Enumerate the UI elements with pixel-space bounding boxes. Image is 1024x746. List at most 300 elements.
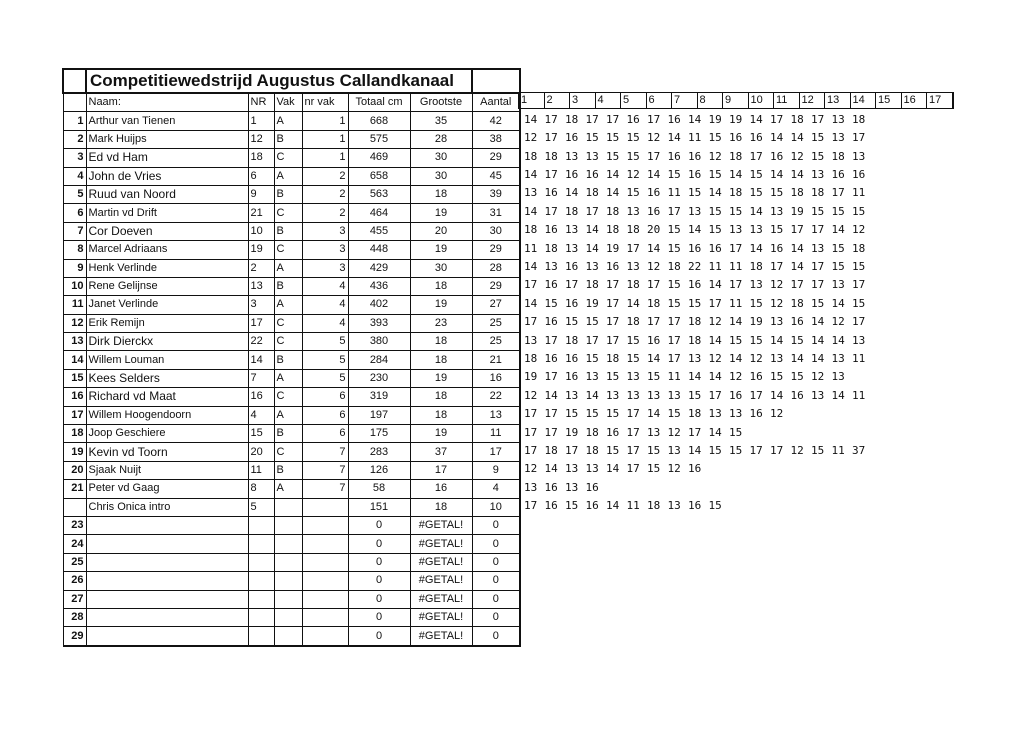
row-name: Kevin vd Toorn <box>86 443 248 461</box>
catch-value: 11 <box>688 131 702 144</box>
catch-value: 12 <box>749 352 763 365</box>
row-name: Dirk Dierckx <box>86 333 248 351</box>
catch-value: 17 <box>852 278 866 291</box>
catch-value: 17 <box>524 426 538 439</box>
catch-value: 16 <box>647 334 661 347</box>
catch-row <box>524 205 873 218</box>
row-aantal: 25 <box>472 333 520 351</box>
catch-value: 15 <box>606 370 620 383</box>
catch-value: 14 <box>831 223 845 236</box>
row-vak: A <box>274 406 302 424</box>
catch-value: 17 <box>647 113 661 126</box>
row-vak: B <box>274 461 302 479</box>
catch-value: 13 <box>524 186 538 199</box>
catch-value: 14 <box>688 223 702 236</box>
table-row <box>63 425 520 443</box>
row-aantal: 39 <box>472 185 520 203</box>
row-name <box>86 572 248 590</box>
row-totaal: 455 <box>348 222 410 240</box>
catch-row <box>524 370 852 383</box>
catch-row <box>524 462 709 475</box>
catch-value: 14 <box>708 426 722 439</box>
catch-value: 15 <box>790 370 804 383</box>
catch-column-header: 7 <box>672 93 698 109</box>
catch-value: 17 <box>585 205 599 218</box>
table-row <box>63 627 520 646</box>
row-grootste: 18 <box>410 351 472 369</box>
catch-value: 17 <box>852 131 866 144</box>
table-row <box>63 259 520 277</box>
catch-value: 15 <box>729 334 743 347</box>
catch-value: 18 <box>852 242 866 255</box>
row-aantal: 11 <box>472 425 520 443</box>
catch-value: 14 <box>749 113 763 126</box>
row-totaal: 0 <box>348 608 410 626</box>
catch-value: 14 <box>606 499 620 512</box>
row-totaal: 284 <box>348 351 410 369</box>
catch-value: 17 <box>729 242 743 255</box>
row-aantal: 0 <box>472 627 520 646</box>
row-nr: 13 <box>248 277 274 295</box>
row-position: 11 <box>63 296 86 314</box>
catch-value: 16 <box>606 426 620 439</box>
row-name: Joop Geschiere <box>86 425 248 443</box>
catch-value: 18 <box>565 334 579 347</box>
row-totaal: 0 <box>348 627 410 646</box>
header-row <box>63 93 520 112</box>
row-totaal: 175 <box>348 425 410 443</box>
row-position: 25 <box>63 553 86 571</box>
results-sheet <box>62 68 521 647</box>
catch-value: 14 <box>790 352 804 365</box>
catch-value: 15 <box>667 242 681 255</box>
catch-value: 14 <box>544 389 558 402</box>
catch-value: 17 <box>565 444 579 457</box>
row-vak: A <box>274 112 302 130</box>
catch-value: 15 <box>749 186 763 199</box>
row-grootste: 18 <box>410 333 472 351</box>
row-nr: 10 <box>248 222 274 240</box>
catch-value: 17 <box>524 278 538 291</box>
row-nr-vak: 4 <box>302 296 348 314</box>
row-nr-vak: 6 <box>302 406 348 424</box>
catch-value: 17 <box>544 370 558 383</box>
row-nr-vak: 6 <box>302 425 348 443</box>
row-position: 3 <box>63 149 86 167</box>
row-aantal: 16 <box>472 369 520 387</box>
row-nr: 9 <box>248 185 274 203</box>
catch-value: 14 <box>647 242 661 255</box>
catch-value: 18 <box>565 113 579 126</box>
catch-value: 18 <box>811 186 825 199</box>
row-position: 21 <box>63 480 86 498</box>
row-aantal: 17 <box>472 443 520 461</box>
row-nr-vak <box>302 572 348 590</box>
catch-value: 18 <box>831 150 845 163</box>
catch-value: 12 <box>647 260 661 273</box>
catch-value: 14 <box>606 462 620 475</box>
catch-value: 14 <box>811 352 825 365</box>
table-row <box>63 608 520 626</box>
catch-value: 15 <box>811 444 825 457</box>
catch-value: 11 <box>524 242 538 255</box>
catch-row <box>524 242 873 255</box>
row-nr: 20 <box>248 443 274 461</box>
catch-value: 22 <box>688 260 702 273</box>
row-nr: 19 <box>248 241 274 259</box>
row-totaal: 380 <box>348 333 410 351</box>
catch-value: 15 <box>626 352 640 365</box>
row-nr <box>248 572 274 590</box>
catch-value: 18 <box>688 407 702 420</box>
row-aantal: 38 <box>472 130 520 148</box>
row-name: Ed vd Ham <box>86 149 248 167</box>
catch-value: 18 <box>606 352 620 365</box>
header-corner-cell <box>63 93 86 112</box>
row-name: Mark Huijps <box>86 130 248 148</box>
catch-value: 11 <box>831 444 845 457</box>
row-nr-vak: 2 <box>302 185 348 203</box>
table-row <box>63 277 520 295</box>
catch-value: 13 <box>544 260 558 273</box>
catch-row <box>524 297 873 310</box>
row-nr: 6 <box>248 167 274 185</box>
row-nr-vak: 4 <box>302 277 348 295</box>
catch-value: 16 <box>544 186 558 199</box>
catch-value: 14 <box>667 131 681 144</box>
row-position: 9 <box>63 259 86 277</box>
catch-value: 14 <box>524 260 538 273</box>
catch-value: 16 <box>585 168 599 181</box>
row-position: 27 <box>63 590 86 608</box>
catch-value: 14 <box>647 352 661 365</box>
row-grootste: 19 <box>410 425 472 443</box>
catch-value: 17 <box>524 315 538 328</box>
catch-value: 16 <box>688 242 702 255</box>
row-nr: 1 <box>248 112 274 130</box>
catch-value: 19 <box>749 315 763 328</box>
row-totaal: 151 <box>348 498 410 516</box>
catch-column-header: 3 <box>570 93 596 109</box>
row-vak: B <box>274 425 302 443</box>
table-row <box>63 553 520 571</box>
catch-value: 12 <box>524 389 538 402</box>
catch-value: 11 <box>852 352 866 365</box>
row-position: 28 <box>63 608 86 626</box>
catch-value: 14 <box>585 242 599 255</box>
catch-value: 19 <box>585 297 599 310</box>
catch-row <box>524 334 873 347</box>
catch-value: 15 <box>811 150 825 163</box>
row-grootste: 19 <box>410 369 472 387</box>
catch-value: 18 <box>688 334 702 347</box>
row-vak: A <box>274 369 302 387</box>
catch-value: 17 <box>770 444 784 457</box>
row-nr: 8 <box>248 480 274 498</box>
catch-column-header: 14 <box>850 93 876 109</box>
row-vak <box>274 516 302 534</box>
catch-value: 19 <box>729 113 743 126</box>
row-grootste: 30 <box>410 259 472 277</box>
row-grootste: 23 <box>410 314 472 332</box>
row-aantal: 21 <box>472 351 520 369</box>
catch-value: 17 <box>667 205 681 218</box>
row-nr <box>248 516 274 534</box>
row-nr <box>248 627 274 646</box>
results-body <box>63 69 520 646</box>
catch-value: 15 <box>544 297 558 310</box>
catch-value: 19 <box>606 242 620 255</box>
catch-value: 14 <box>811 315 825 328</box>
row-aantal: 0 <box>472 572 520 590</box>
catch-value: 15 <box>749 168 763 181</box>
row-position: 2 <box>63 130 86 148</box>
catch-value: 17 <box>606 334 620 347</box>
catch-row <box>524 444 873 457</box>
catch-value: 14 <box>729 168 743 181</box>
catch-value: 13 <box>852 150 866 163</box>
catch-column-header: 1 <box>519 93 545 109</box>
row-nr-vak <box>302 535 348 553</box>
catch-value: 13 <box>524 481 538 494</box>
row-aantal: 42 <box>472 112 520 130</box>
row-name: Sjaak Nuijt <box>86 461 248 479</box>
catch-value: 17 <box>585 334 599 347</box>
catch-value: 17 <box>667 334 681 347</box>
catch-value: 16 <box>585 481 599 494</box>
row-position: 6 <box>63 204 86 222</box>
catch-value: 17 <box>852 315 866 328</box>
row-totaal: 319 <box>348 388 410 406</box>
catch-value: 16 <box>565 131 579 144</box>
row-nr: 17 <box>248 314 274 332</box>
catch-value: 16 <box>544 278 558 291</box>
catch-value: 16 <box>770 242 784 255</box>
catch-value: 15 <box>647 444 661 457</box>
catch-value: 13 <box>749 278 763 291</box>
catch-value: 15 <box>708 131 722 144</box>
catch-value: 12 <box>790 150 804 163</box>
row-vak: B <box>274 130 302 148</box>
catch-value: 13 <box>749 223 763 236</box>
row-totaal: 58 <box>348 480 410 498</box>
row-nr: 16 <box>248 388 274 406</box>
catch-column-header: 13 <box>825 93 851 109</box>
catch-value: 12 <box>852 223 866 236</box>
catch-value: 17 <box>524 444 538 457</box>
catch-value: 14 <box>770 389 784 402</box>
table-row <box>63 461 520 479</box>
catch-value: 13 <box>585 150 599 163</box>
catch-row <box>524 186 873 199</box>
catch-value: 16 <box>565 168 579 181</box>
catch-value: 16 <box>565 370 579 383</box>
row-name: Marcel Adriaans <box>86 241 248 259</box>
catch-value: 14 <box>770 168 784 181</box>
header-aantal: Aantal <box>472 93 520 112</box>
catch-value: 16 <box>790 389 804 402</box>
catch-row <box>524 499 729 512</box>
row-aantal: 22 <box>472 388 520 406</box>
row-nr-vak <box>302 627 348 646</box>
catch-value: 15 <box>749 334 763 347</box>
catch-value: 13 <box>667 389 681 402</box>
catch-value: 14 <box>790 168 804 181</box>
row-nr <box>248 553 274 571</box>
row-aantal: 30 <box>472 222 520 240</box>
catch-value: 16 <box>647 205 661 218</box>
row-name: Martin vd Drift <box>86 204 248 222</box>
row-vak: A <box>274 296 302 314</box>
catch-row <box>524 168 873 181</box>
row-grootste: 18 <box>410 406 472 424</box>
row-name <box>86 627 248 646</box>
row-totaal: 436 <box>348 277 410 295</box>
row-totaal: 402 <box>348 296 410 314</box>
row-totaal: 0 <box>348 516 410 534</box>
catch-value: 14 <box>831 297 845 310</box>
catch-value: 15 <box>770 186 784 199</box>
row-nr: 15 <box>248 425 274 443</box>
row-grootste: 18 <box>410 388 472 406</box>
catch-value: 14 <box>524 168 538 181</box>
catch-value: 17 <box>544 407 558 420</box>
row-grootste: #GETAL! <box>410 516 472 534</box>
catch-value: 14 <box>647 407 661 420</box>
row-name: Ruud van Noord <box>86 185 248 203</box>
catch-value: 15 <box>852 297 866 310</box>
catch-value: 17 <box>647 150 661 163</box>
catch-column-header: 11 <box>774 93 800 109</box>
catch-value: 14 <box>790 260 804 273</box>
catch-value: 12 <box>667 426 681 439</box>
catch-value: 18 <box>585 444 599 457</box>
row-totaal: 0 <box>348 572 410 590</box>
row-grootste: #GETAL! <box>410 590 472 608</box>
catch-value: 17 <box>790 223 804 236</box>
catch-value: 16 <box>749 370 763 383</box>
catch-value: 14 <box>831 389 845 402</box>
row-totaal: 464 <box>348 204 410 222</box>
catch-value: 15 <box>729 205 743 218</box>
row-nr-vak: 7 <box>302 461 348 479</box>
row-position: 29 <box>63 627 86 646</box>
table-row <box>63 388 520 406</box>
table-row <box>63 516 520 534</box>
row-nr: 12 <box>248 130 274 148</box>
catch-value: 13 <box>688 352 702 365</box>
row-nr-vak <box>302 553 348 571</box>
catch-value: 12 <box>790 444 804 457</box>
catch-value: 13 <box>770 205 784 218</box>
catch-value: 17 <box>544 131 558 144</box>
catch-value: 14 <box>790 242 804 255</box>
row-nr-vak: 5 <box>302 369 348 387</box>
catch-value: 15 <box>606 131 620 144</box>
catch-value: 18 <box>565 205 579 218</box>
row-nr-vak <box>302 608 348 626</box>
catch-value: 15 <box>770 370 784 383</box>
catch-value: 14 <box>708 370 722 383</box>
catch-value: 13 <box>729 407 743 420</box>
catch-value: 11 <box>852 389 866 402</box>
row-grootste: #GETAL! <box>410 553 472 571</box>
catch-value: 13 <box>647 389 661 402</box>
catch-row <box>524 352 873 365</box>
catch-value: 17 <box>770 113 784 126</box>
catch-value: 15 <box>811 131 825 144</box>
catch-value: 19 <box>790 205 804 218</box>
catch-value: 18 <box>626 278 640 291</box>
catch-value: 15 <box>852 260 866 273</box>
row-name <box>86 590 248 608</box>
row-name: Kees Selders <box>86 369 248 387</box>
catch-value: 17 <box>544 205 558 218</box>
row-grootste: #GETAL! <box>410 572 472 590</box>
catch-column-header: 10 <box>748 93 774 109</box>
row-totaal: 575 <box>348 130 410 148</box>
row-nr-vak: 1 <box>302 112 348 130</box>
catch-value: 17 <box>626 426 640 439</box>
row-aantal: 28 <box>472 259 520 277</box>
catch-value: 15 <box>708 205 722 218</box>
catch-value: 16 <box>708 242 722 255</box>
catch-value: 18 <box>626 315 640 328</box>
row-nr-vak: 2 <box>302 204 348 222</box>
catch-value: 12 <box>708 150 722 163</box>
row-totaal: 668 <box>348 112 410 130</box>
row-nr <box>248 590 274 608</box>
row-nr: 4 <box>248 406 274 424</box>
catch-value: 13 <box>708 407 722 420</box>
row-totaal: 126 <box>348 461 410 479</box>
row-vak: C <box>274 149 302 167</box>
catch-column-header: 8 <box>697 93 723 109</box>
catch-value: 12 <box>770 407 784 420</box>
catch-value: 15 <box>647 462 661 475</box>
catch-value: 17 <box>606 315 620 328</box>
row-vak <box>274 498 302 516</box>
row-grootste: 28 <box>410 130 472 148</box>
catch-value: 17 <box>811 278 825 291</box>
header-grootste: Grootste <box>410 93 472 112</box>
row-grootste: 19 <box>410 296 472 314</box>
catch-value: 13 <box>565 481 579 494</box>
catch-value: 16 <box>544 223 558 236</box>
row-aantal: 29 <box>472 277 520 295</box>
row-nr-vak: 5 <box>302 351 348 369</box>
row-aantal: 29 <box>472 241 520 259</box>
row-nr-vak <box>302 590 348 608</box>
catch-value: 13 <box>565 150 579 163</box>
catch-value: 12 <box>626 168 640 181</box>
catch-value: 12 <box>524 462 538 475</box>
table-row <box>63 333 520 351</box>
catch-value: 16 <box>852 168 866 181</box>
catch-row <box>524 131 873 144</box>
row-vak: C <box>274 241 302 259</box>
row-nr-vak: 1 <box>302 130 348 148</box>
sheet-title: Competitiewedstrijd Augustus Callandkanaal <box>86 69 472 93</box>
catch-value: 18 <box>544 242 558 255</box>
catch-value: 15 <box>606 444 620 457</box>
catch-value: 13 <box>585 462 599 475</box>
results-table <box>62 68 521 647</box>
row-grootste: 37 <box>410 443 472 461</box>
row-nr-vak: 6 <box>302 388 348 406</box>
catch-row <box>524 150 873 163</box>
catch-value: 11 <box>708 260 722 273</box>
